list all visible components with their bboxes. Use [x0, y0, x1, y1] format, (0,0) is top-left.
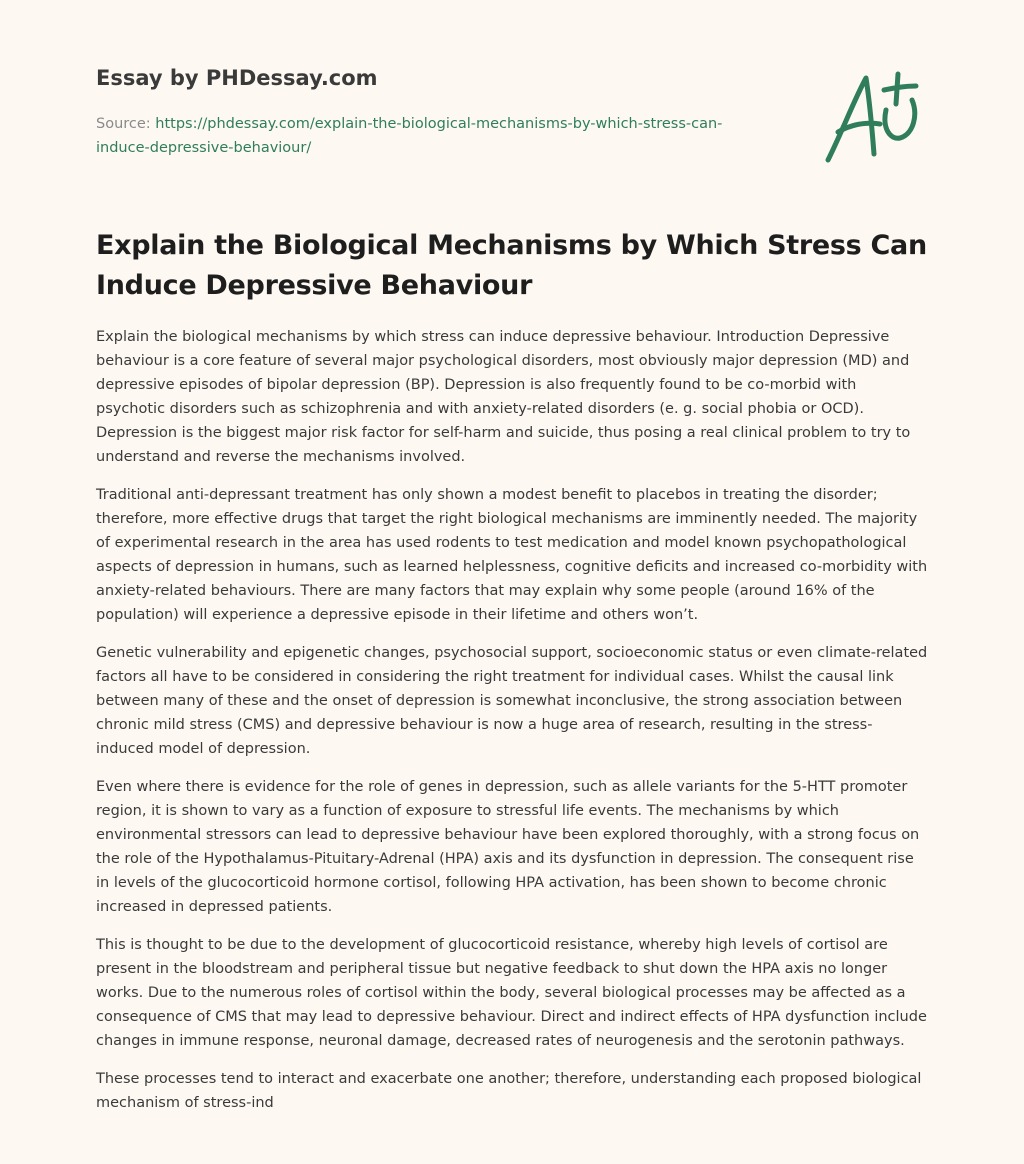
paragraph: This is thought to be due to the development of glucocorticoid resistance, whereby high levels of cortisol are present in the bloodstream and peripheral tissue but negative feedback to shut down the HPA axis no longer works. Due to the numerous roles of cortisol within the body, several biological processes may be affected as a consequence of CMS that may lead to depressive behaviour. Direct and indirect effects of HPA dysfunction include changes in immune response, neuronal damage, decreased rates of neurogenesis and the serotonin pathways.	[96, 937, 927, 1049]
paragraph: These processes tend to interact and exacerbate one another; therefore, understanding each proposed biological mechanism of stress-ind	[96, 1071, 922, 1111]
site-brand: Essay by PHDessay.com	[96, 66, 378, 90]
source-label: Source:	[96, 116, 151, 132]
article-body	[96, 325, 928, 1129]
paragraph: Traditional anti-depressant treatment has only shown a modest benefit to placebos in treating the disorder; therefore, more effective drugs that target the right biological mechanisms are imminently needed. The majority of experimental research in the area has used rodents to test medication and model known psychopathological aspects of depression in humans, such as learned helplessness, cognitive deficits and increased co-morbidity with anxiety-related behaviours. There are many factors that may explain why some people (around 16% of the population) will experience a depressive episode in their lifetime and others won’t.	[96, 487, 928, 623]
paragraph: Genetic vulnerability and epigenetic changes, psychosocial support, socioeconomic status or even climate-related factors all have to be considered in considering the right treatment for individual cases. Whilst the causal link between many of these and the onset of depression is somewhat inconclusive, the strong association between chronic mild stress (CMS) and depressive behaviour is now a huge area of research, resulting in the stress-induced model of depression.	[96, 645, 928, 757]
source-line	[96, 112, 776, 160]
paragraph: Even where there is evidence for the role of genes in depression, such as allele variants for the 5-HTT promoter region, it is shown to vary as a function of exposure to stressful life events. The mechanisms by which environmental stressors can lead to depressive behaviour have been explored thoroughly, with a strong focus on the role of the Hypothalamus-Pituitary-Adrenal (HPA) axis and its dysfunction in depression. The consequent rise in levels of the glucocorticoid hormone cortisol, following HPA activation, has been shown to become chronic increased in depressed patients.	[96, 779, 920, 915]
a-plus-logo-icon	[824, 70, 928, 166]
article-title: Explain the Biological Mechanisms by Which Stress Can Induce Depressive Behaviour	[96, 230, 927, 301]
paragraph: Explain the biological mechanisms by which stress can induce depressive behaviour. Introduction Depressive behaviour is a core feature of several major psychological disorders, most obviously major depression (MD) and depressive episodes of bipolar depression (BP). Depression is also frequently found to be co-morbid with psychotic disorders such as schizophrenia and with anxiety-related disorders (e. g. social phobia or OCD). Depression is the biggest major risk factor for self-harm and suicide, thus posing a real clinical problem to try to understand and reverse the mechanisms involved.	[96, 329, 911, 465]
source-link[interactable]: https://phdessay.com/explain-the-biological-mechanisms-by-which-stress-can-induce-depressive-behaviour/	[96, 116, 723, 156]
